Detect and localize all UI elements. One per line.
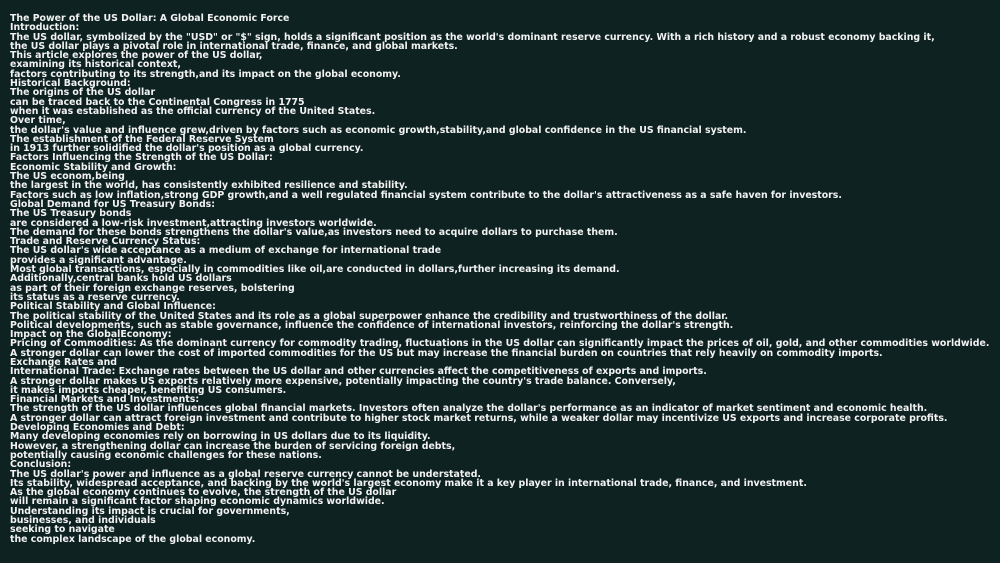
article-line: the US dollar plays a pivotal role in international trade, finance, and global markets. <box>10 40 458 52</box>
article-line: The US Treasury bonds <box>10 208 132 220</box>
article-line: The US econom,being <box>10 171 125 183</box>
article-line: it makes imports cheaper, benefiting US consumers. <box>10 384 287 396</box>
article-line: its status as a reserve currency. <box>10 291 180 303</box>
article-line: Political Stability and Global Influence: <box>10 301 216 313</box>
article-line: Trade and Reserve Currency Status: <box>10 236 201 248</box>
article-line: Pricing of Commodities: As the dominant currency for commodity trading, fluctuations in the US dollar can significantly impact the prices of oil, gold, and other commodities worldwide. <box>10 338 990 350</box>
article-line: International Trade: Exchange rates between the US dollar and other currencies affect the competitiveness of exports and imports. <box>10 366 707 378</box>
article-line: Conclusion: <box>10 459 72 471</box>
article-line: in 1913 further solidified the dollar's position as a global currency. <box>10 143 364 155</box>
article-line: A stronger dollar can lower the cost of imported commodities for the US but may increase the financial burden on countries that rely heavily on commodity imports. <box>10 347 883 359</box>
article-line: Factors Influencing the Strength of the US Dollar: <box>10 152 273 164</box>
article-line: potentially causing economic challenges for these nations. <box>10 449 322 461</box>
article-line: Economic Stability and Growth: <box>10 161 177 173</box>
article-line: the complex landscape of the global economy. <box>10 533 256 545</box>
article-line: A stronger dollar makes US exports relatively more expensive, potentially impacting the country's trade balance. Conversely, <box>10 375 676 387</box>
article-line: Political developments, such as stable governance, influence the confidence of international investors, reinforcing the dollar's strength. <box>10 319 734 331</box>
article-line: factors contributing to its strength,and its impact on the global economy. <box>10 68 401 80</box>
article-line: Many developing economies rely on borrowing in US dollars due to its liquidity. <box>10 431 431 443</box>
article-line: However, a strengthening dollar can increase the burden of servicing foreign debts, <box>10 440 456 452</box>
article-line: the largest in the world, has consistently exhibited resilience and stability. <box>10 180 408 192</box>
article-line: Over time, <box>10 115 66 127</box>
article-line: The US dollar's wide acceptance as a medium of exchange for international trade <box>10 245 442 257</box>
article-line: The establishment of the Federal Reserve System <box>10 133 274 145</box>
article-line: Historical Background: <box>10 78 131 90</box>
article-line: businesses, and individuals <box>10 515 156 527</box>
article-line: Developing Economies and Debt: <box>10 422 185 434</box>
article-line: are considered a low-risk investment,attracting investors worldwide. <box>10 217 377 229</box>
article-line: Additionally,central banks hold US dollars <box>10 273 232 285</box>
article-line: The political stability of the United States and its role as a global superpower enhance the credibility and trustworthiness of the dollar. <box>10 310 729 322</box>
article-line: The US dollar, symbolized by the "USD" or "$" sign, holds a significant position as the world's dominant reserve currency. With a rich history and a robust economy backing it, <box>10 31 935 43</box>
article-line: Exchange Rates and <box>10 356 117 368</box>
article-line: This article explores the power of the US dollar, <box>10 50 263 62</box>
article-line: Introduction: <box>10 22 80 34</box>
article-line: Most global transactions, especially in commodities like oil,are conducted in dollars,further increasing its demand. <box>10 264 620 276</box>
article-line: The demand for these bonds strengthens the dollar's value,as investors need to acquire dollars to purchase them. <box>10 226 618 238</box>
article-line: Global Demand for US Treasury Bonds: <box>10 198 216 210</box>
article-line: Factors such as low inflation,strong GDP growth,and a well regulated financial system contribute to the dollar's attractiveness as a safe haven for investors. <box>10 189 842 201</box>
article-title: The Power of the US Dollar: A Global Economic Force <box>10 13 290 24</box>
article-line: seeking to navigate <box>10 524 115 536</box>
article-line: A stronger dollar can attract foreign investment and contribute to higher stock market returns, while a weaker dollar may incentivize US exports and increase corporate profits. <box>10 412 948 424</box>
article-line: when it was established as the official currency of the United States. <box>10 105 376 117</box>
article-line: Financial Markets and Investments: <box>10 394 200 406</box>
article-line: can be traced back to the Continental Congress in 1775 <box>10 96 305 108</box>
article-line: The strength of the US dollar influences global financial markets. Investors often analyze the dollar's performance as an indicator of market sentiment and economic health. <box>10 403 928 415</box>
article-line: the dollar's value and influence grew,driven by factors such as economic growth,stability,and global confidence in the US financial system. <box>10 124 747 136</box>
article-line: As the global economy continues to evolve, the strength of the US dollar <box>10 487 397 499</box>
article-line: will remain a significant factor shaping economic dynamics worldwide. <box>10 496 385 508</box>
article-line: Impact on the GlobalEconomy: <box>10 329 172 341</box>
article-text <box>10 14 995 544</box>
article-line: examining its historical context, <box>10 59 181 71</box>
article-line: The origins of the US dollar <box>10 87 156 99</box>
article-line: provides a significant advantage. <box>10 254 187 266</box>
article-line: as part of their foreign exchange reserves, bolstering <box>10 282 295 294</box>
article-line: Understanding its impact is crucial for governments, <box>10 505 290 517</box>
article-line: The US dollar's power and influence as a global reserve currency cannot be understated. <box>10 468 481 480</box>
article-line: Its stability, widespread acceptance, and backing by the world's largest economy make it a key player in international trade, finance, and investment. <box>10 477 807 489</box>
